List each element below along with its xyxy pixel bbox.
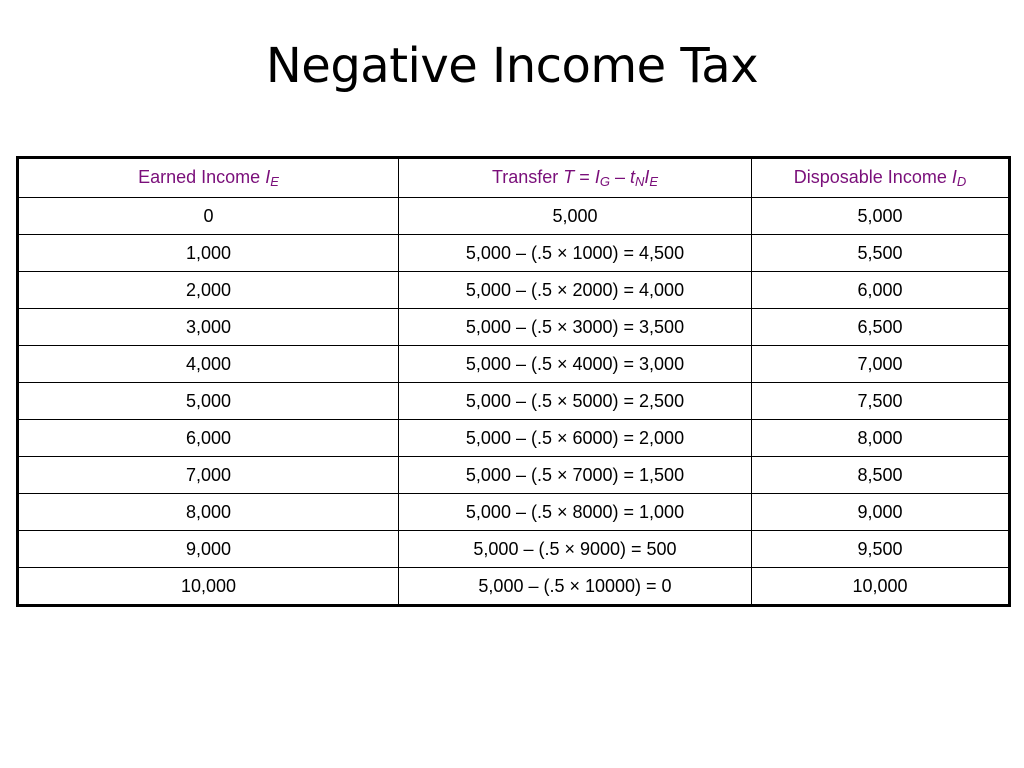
earned-income-cell: 5,000 (18, 383, 399, 420)
table-row (18, 420, 1010, 457)
header-subscript: E (649, 174, 659, 189)
disposable-income-cell: 10,000 (752, 568, 1010, 606)
header-label: Transfer (491, 167, 564, 187)
disposable-income-cell: 9,500 (752, 531, 1010, 568)
earned-income-cell: 4,000 (18, 346, 399, 383)
transfer-cell: 5,000 (399, 198, 752, 235)
disposable-income-cell: 9,000 (752, 494, 1010, 531)
header-symbol: I (265, 167, 271, 187)
table-row (18, 198, 1010, 235)
header-disposable-income (752, 158, 1010, 198)
header-symbol: I (644, 167, 650, 187)
header-label: Disposable Income (793, 167, 952, 187)
header-subscript: N (634, 174, 645, 189)
disposable-income-cell: 5,000 (752, 198, 1010, 235)
earned-income-cell: 0 (18, 198, 399, 235)
transfer-cell: 5,000 – (.5 × 10000) = 0 (399, 568, 752, 606)
header-transfer (399, 158, 752, 198)
header-subscript: D (956, 174, 967, 189)
earned-income-cell: 1,000 (18, 235, 399, 272)
transfer-cell: 5,000 – (.5 × 4000) = 3,000 (399, 346, 752, 383)
header-subscript: E (270, 174, 279, 189)
transfer-cell: 5,000 – (.5 × 5000) = 2,500 (399, 383, 752, 420)
earned-income-cell: 6,000 (18, 420, 399, 457)
disposable-income-cell: 8,500 (752, 457, 1010, 494)
header-operator: – (609, 167, 630, 187)
transfer-cell: 5,000 – (.5 × 8000) = 1,000 (399, 494, 752, 531)
table-row (18, 494, 1010, 531)
header-symbol: t (629, 167, 635, 187)
table-body (18, 198, 1010, 606)
table-row (18, 346, 1010, 383)
disposable-income-cell: 6,500 (752, 309, 1010, 346)
slide-title: Negative Income Tax (265, 38, 759, 94)
transfer-cell: 5,000 – (.5 × 2000) = 4,000 (399, 272, 752, 309)
earned-income-cell: 3,000 (18, 309, 399, 346)
table-row (18, 568, 1010, 606)
earned-income-cell: 2,000 (18, 272, 399, 309)
header-operator: = (574, 167, 595, 187)
table-row (18, 272, 1010, 309)
header-subscript: G (599, 174, 610, 189)
transfer-cell: 5,000 – (.5 × 3000) = 3,500 (399, 309, 752, 346)
transfer-cell: 5,000 – (.5 × 1000) = 4,500 (399, 235, 752, 272)
table-row (18, 309, 1010, 346)
table-row (18, 531, 1010, 568)
header-symbol: T (563, 167, 575, 187)
header-label: Earned Income (138, 167, 266, 187)
table-row (18, 383, 1010, 420)
earned-income-cell: 8,000 (18, 494, 399, 531)
disposable-income-cell: 6,000 (752, 272, 1010, 309)
table-row (18, 457, 1010, 494)
transfer-cell: 5,000 – (.5 × 6000) = 2,000 (399, 420, 752, 457)
disposable-income-cell: 7,500 (752, 383, 1010, 420)
earned-income-cell: 9,000 (18, 531, 399, 568)
disposable-income-cell: 7,000 (752, 346, 1010, 383)
transfer-cell: 5,000 – (.5 × 9000) = 500 (399, 531, 752, 568)
header-symbol: I (951, 167, 957, 187)
disposable-income-cell: 8,000 (752, 420, 1010, 457)
header-row (18, 158, 1010, 198)
income-table (16, 156, 1011, 607)
earned-income-cell: 7,000 (18, 457, 399, 494)
header-earned-income (18, 158, 399, 198)
table-row (18, 235, 1010, 272)
disposable-income-cell: 5,500 (752, 235, 1010, 272)
transfer-cell: 5,000 – (.5 × 7000) = 1,500 (399, 457, 752, 494)
earned-income-cell: 10,000 (18, 568, 399, 606)
header-symbol: I (594, 167, 600, 187)
